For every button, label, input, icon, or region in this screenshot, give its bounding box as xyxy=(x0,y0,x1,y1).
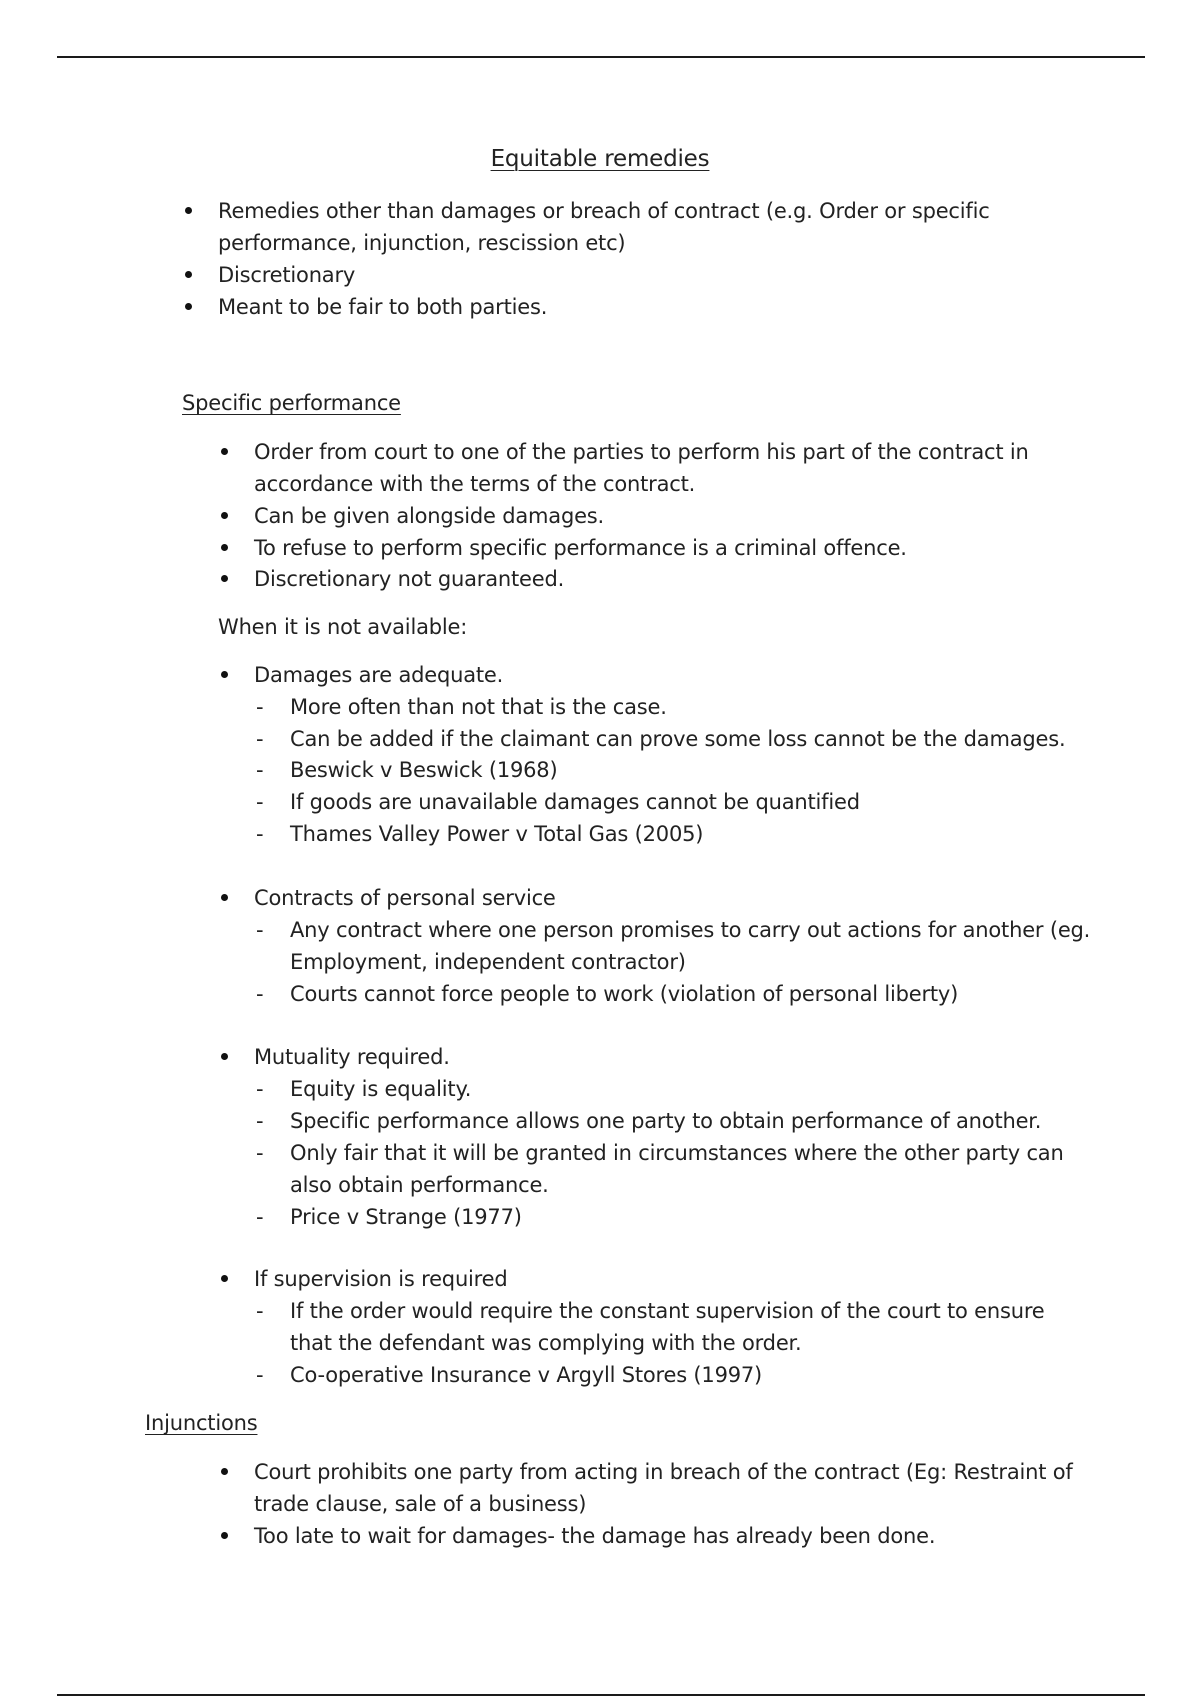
bullet-icon xyxy=(221,1468,228,1475)
sub-point: Thames Valley Power v Total Gas (2005) xyxy=(290,822,704,846)
list-item: Too late to wait for damages- the damage has already been done. xyxy=(254,1524,936,1548)
list-item: Contracts of personal service xyxy=(254,886,556,910)
sub-point-continuation: that the defendant was complying with the order. xyxy=(290,1331,802,1355)
sub-point: Courts cannot force people to work (violation of personal liberty) xyxy=(290,982,959,1006)
sub-point: Can be added if the claimant can prove some loss cannot be the damages. xyxy=(290,727,1066,751)
sub-point: Co-operative Insurance v Argyll Stores (1997) xyxy=(290,1363,763,1387)
sub-point: Only fair that it will be granted in circumstances where the other party can xyxy=(290,1141,1064,1165)
list-item: Order from court to one of the parties to perform his part of the contract in xyxy=(254,440,1029,464)
bullet-icon xyxy=(221,671,228,678)
section-heading-specific-performance: Specific performance xyxy=(182,391,401,415)
list-item-continuation: performance, injunction, rescission etc) xyxy=(218,231,626,255)
sub-point: Specific performance allows one party to obtain performance of another. xyxy=(290,1109,1042,1133)
bullet-icon xyxy=(221,894,228,901)
dash-icon: - xyxy=(256,727,264,751)
list-item-continuation: trade clause, sale of a business) xyxy=(254,1492,587,1516)
bullet-icon xyxy=(221,1053,228,1060)
dash-icon: - xyxy=(256,1141,264,1165)
sub-point: Any contract where one person promises to carry out actions for another (eg. xyxy=(290,918,1091,942)
sub-point: If the order would require the constant supervision of the court to ensure xyxy=(290,1299,1045,1323)
list-item-continuation: accordance with the terms of the contract. xyxy=(254,472,696,496)
bullet-icon xyxy=(221,448,228,455)
dash-icon: - xyxy=(256,1077,264,1101)
list-item: If supervision is required xyxy=(254,1267,508,1291)
bullet-icon xyxy=(185,207,192,214)
sub-point: Beswick v Beswick (1968) xyxy=(290,758,558,782)
page-title: Equitable remedies xyxy=(490,146,710,172)
sub-point: Price v Strange (1977) xyxy=(290,1205,522,1229)
dash-icon: - xyxy=(256,1109,264,1133)
dash-icon: - xyxy=(256,822,264,846)
section-heading-injunctions: Injunctions xyxy=(145,1411,258,1435)
dash-icon: - xyxy=(256,982,264,1006)
dash-icon: - xyxy=(256,918,264,942)
bullet-icon xyxy=(185,271,192,278)
dash-icon: - xyxy=(256,1363,264,1387)
list-item: Can be given alongside damages. xyxy=(254,504,605,528)
sub-point-continuation: Employment, independent contractor) xyxy=(290,950,686,974)
list-item: Meant to be fair to both parties. xyxy=(218,295,548,319)
list-item: Discretionary xyxy=(218,263,356,287)
sub-point: Equity is equality. xyxy=(290,1077,472,1101)
subheading-not-available: When it is not available: xyxy=(218,615,468,639)
bullet-icon xyxy=(221,575,228,582)
dash-icon: - xyxy=(256,695,264,719)
sub-point-continuation: also obtain performance. xyxy=(290,1173,549,1197)
list-item: Discretionary not guaranteed. xyxy=(254,567,565,591)
list-item: To refuse to perform specific performance is a criminal offence. xyxy=(254,536,907,560)
bullet-icon xyxy=(185,303,192,310)
dash-icon: - xyxy=(256,790,264,814)
dash-icon: - xyxy=(256,1205,264,1229)
bullet-icon xyxy=(221,1275,228,1282)
sub-point: If goods are unavailable damages cannot be quantified xyxy=(290,790,860,814)
dash-icon: - xyxy=(256,758,264,782)
dash-icon: - xyxy=(256,1299,264,1323)
footer-rule xyxy=(57,1694,1145,1696)
header-rule xyxy=(57,56,1145,58)
list-item: Mutuality required. xyxy=(254,1045,450,1069)
list-item: Damages are adequate. xyxy=(254,663,504,687)
sub-point: More often than not that is the case. xyxy=(290,695,667,719)
bullet-icon xyxy=(221,512,228,519)
list-item: Remedies other than damages or breach of contract (e.g. Order or specific xyxy=(218,199,990,223)
bullet-icon xyxy=(221,544,228,551)
bullet-icon xyxy=(221,1532,228,1539)
list-item: Court prohibits one party from acting in breach of the contract (Eg: Restraint of xyxy=(254,1460,1073,1484)
